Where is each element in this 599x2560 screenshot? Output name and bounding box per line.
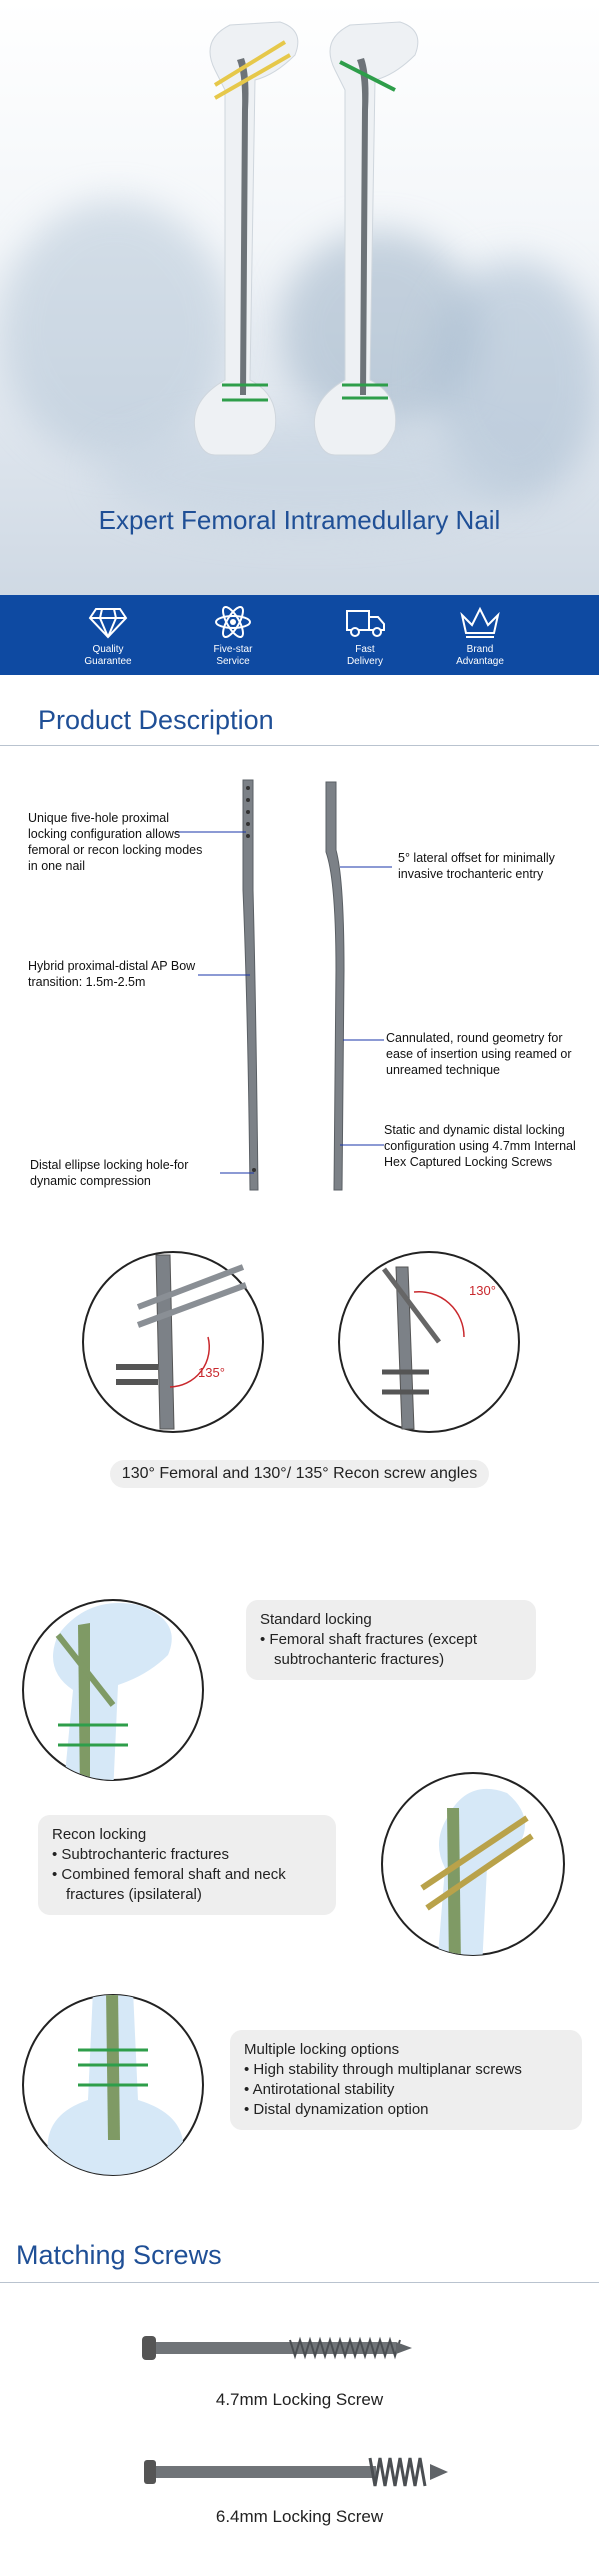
femur-bone-left [194,22,297,455]
hero-banner [0,0,599,595]
feature-quality [58,603,158,668]
feature-service [183,603,283,668]
crown-icon [458,603,502,641]
multiple-locking-box [230,2030,582,2130]
locking-title: Standard locking [260,1611,372,1628]
section-divider [0,2282,599,2283]
feature-brand [430,603,530,668]
standard-locking-image [18,1595,208,1785]
callout-offset: 5° lateral offset for minimally invasive trochanteric entry [398,851,555,881]
diamond-icon [88,603,128,641]
screw-6-4mm-image [140,2450,460,2494]
recon-locking-image [377,1768,569,1960]
angles-caption: 130° Femoral and 130°/ 135° Recon screw angles [110,1460,489,1488]
feature-band [0,595,599,675]
truck-icon [343,603,387,641]
section-divider [0,745,599,746]
angle-label-left: 135° [198,1365,225,1380]
angle-label-right: 130° [469,1283,496,1298]
recon-locking-box [38,1815,336,1915]
atom-icon [213,603,253,641]
feature-label: Quality Guarantee [84,644,132,667]
femur-bone-right [314,22,417,455]
femoral-nail-illustration [0,0,599,500]
matching-screws-title: Matching Screws [16,2240,222,2270]
callout-cannulated: Cannulated, round geometry for ease of insertion using reamed or unreamed technique [386,1031,572,1077]
locking-bullet: • High stability through multiplanar screws [244,2061,522,2078]
standard-locking-box [246,1600,536,1680]
locking-title: Multiple locking options [244,2041,400,2058]
product-description-title: Product Description [38,705,274,735]
locking-bullet: • Distal dynamization option [244,2101,429,2118]
angle-diagram-left [78,1247,268,1437]
callout-distal-locking: Static and dynamic distal locking configuration using 4.7mm Internal Hex Captured Locking Screws [384,1123,576,1169]
locking-bullet: • Combined femoral shaft and neck fractures (ipsilateral) [52,1866,286,1903]
feature-delivery [315,603,415,668]
locking-bullet: • Femoral shaft fractures (except subtrochanteric fractures) [260,1631,477,1668]
locking-bullet: • Subtrochanteric fractures [52,1846,229,1863]
callout-five-hole: Unique five-hole proximal locking configuration allows femoral or recon locking modes in one nail [28,811,203,873]
angle-diagram-right [334,1247,524,1437]
angles-caption-row [0,1460,599,1488]
callout-ellipse: Distal ellipse locking hole-for dynamic compression [30,1158,189,1188]
callout-bow: Hybrid proximal-distal AP Bow transition: 1.5m-2.5m [28,959,196,989]
locking-title: Recon locking [52,1826,147,1843]
feature-label: Five-star Service [213,644,253,667]
screw-4-7mm-image [140,2328,420,2368]
multiple-locking-image [18,1990,208,2180]
locking-bullet: • Antirotational stability [244,2081,395,2098]
screw-label: 4.7mm Locking Screw [215,2390,384,2409]
hero-title: Expert Femoral Intramedullary Nail [98,505,501,535]
feature-label: Brand Advantage [456,644,504,667]
screw-label: 6.4mm Locking Screw [215,2507,384,2526]
feature-label: Fast Delivery [346,644,384,667]
